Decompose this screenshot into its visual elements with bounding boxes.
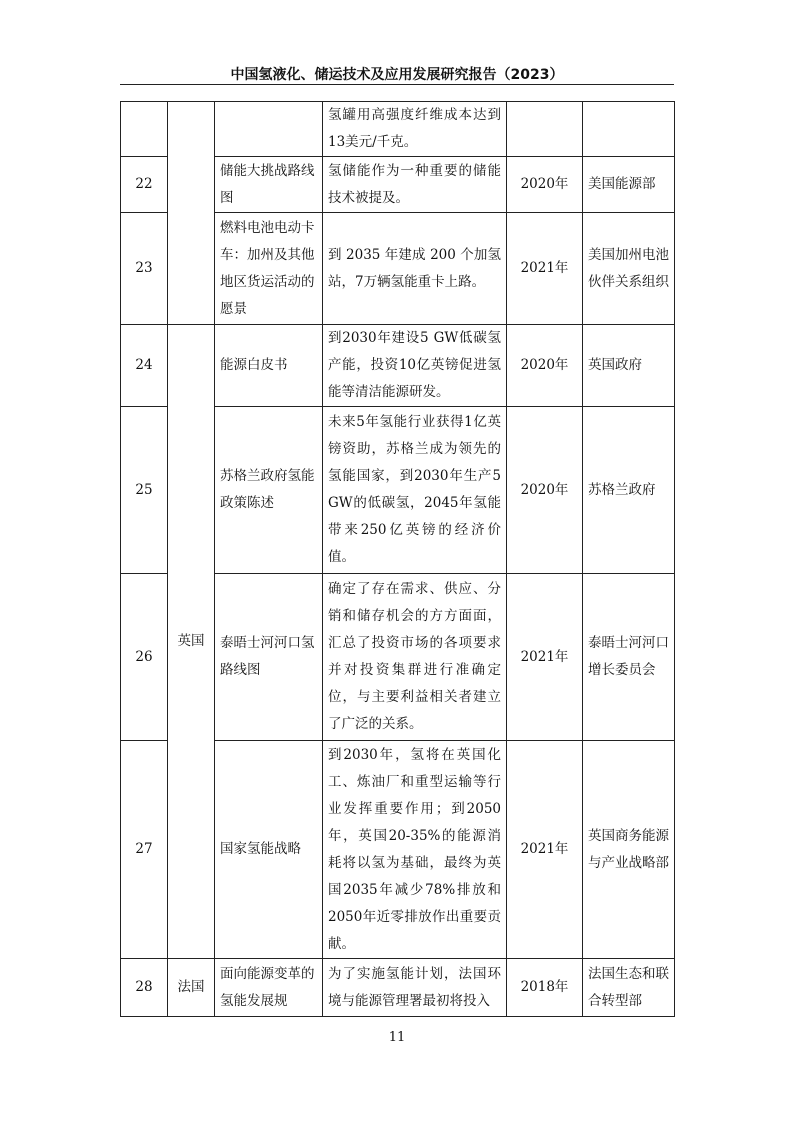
cell-name: 国家氢能战略	[215, 741, 323, 959]
page-header-title: 中国氢液化、储运技术及应用发展研究报告（2023）	[230, 67, 564, 83]
cell-org: 美国能源部	[583, 157, 675, 213]
cell-country: 法国	[168, 959, 215, 1017]
table-row-continuation	[121, 102, 675, 157]
cell-year: 2020年	[507, 407, 583, 574]
cell-num: 26	[121, 574, 168, 741]
cell-org: 英国政府	[583, 325, 675, 407]
cell-country-us-continued	[168, 102, 215, 325]
cell-org	[583, 102, 675, 157]
cell-desc: 到2030年，氢将在英国化工、炼油厂和重型运输等行业发挥重要作用；到2050年，英国20-35%的能源消耗将以氢为基础，最终为英国2035年减少78%排放和2050年近零排放作出重要贡献。	[323, 741, 507, 959]
cell-name: 面向能源变革的氢能发展规	[215, 959, 323, 1017]
cell-year: 2021年	[507, 574, 583, 741]
cell-country: 英国	[168, 325, 215, 959]
cell-year: 2018年	[507, 959, 583, 1017]
policy-table	[120, 101, 675, 1017]
cell-num: 23	[121, 213, 168, 325]
cell-desc: 为了实施氢能计划，法国环境与能源管理署最初将投入	[323, 959, 507, 1017]
cell-num: 22	[121, 157, 168, 213]
cell-org: 苏格兰政府	[583, 407, 675, 574]
cell-name: 燃料电池电动卡车：加州及其他地区货运活动的愿景	[215, 213, 323, 325]
cell-desc: 氢储能作为一种重要的储能技术被提及。	[323, 157, 507, 213]
table-row	[121, 959, 675, 1017]
cell-year: 2021年	[507, 213, 583, 325]
cell-org: 美国加州电池伙伴关系组织	[583, 213, 675, 325]
cell-name: 能源白皮书	[215, 325, 323, 407]
cell-desc: 未来5年氢能行业获得1亿英镑资助，苏格兰成为领先的氢能国家，到2030年生产5 GW的低碳氢，2045年氢能带来250亿英镑的经济价值。	[323, 407, 507, 574]
cell-num: 25	[121, 407, 168, 574]
cell-org: 法国生态和联合转型部	[583, 959, 675, 1017]
table-row	[121, 325, 675, 407]
cell-org: 泰晤士河河口增长委员会	[583, 574, 675, 741]
cell-name: 苏格兰政府氢能政策陈述	[215, 407, 323, 574]
page-number: 11	[388, 1030, 406, 1045]
cell-desc: 氢罐用高强度纤维成本达到13美元/千克。	[323, 102, 507, 157]
cell-num: 24	[121, 325, 168, 407]
cell-num: 27	[121, 741, 168, 959]
cell-desc: 确定了存在需求、供应、分销和储存机会的方方面面，汇总了投资市场的各项要求并对投资集群进行准确定位，与主要利益相关者建立了广泛的关系。	[323, 574, 507, 741]
cell-year	[507, 102, 583, 157]
cell-year: 2020年	[507, 157, 583, 213]
cell-num: 28	[121, 959, 168, 1017]
cell-name: 泰晤士河河口氢路线图	[215, 574, 323, 741]
cell-desc: 到 2035 年建成 200 个加氢站，7万辆氢能重卡上路。	[323, 213, 507, 325]
cell-org: 英国商务能源与产业战略部	[583, 741, 675, 959]
cell-year: 2021年	[507, 741, 583, 959]
header-rule	[120, 84, 674, 85]
cell-num	[121, 102, 168, 157]
cell-desc: 到2030年建设5 GW低碳氢产能，投资10亿英镑促进氢能等清洁能源研发。	[323, 325, 507, 407]
cell-name	[215, 102, 323, 157]
cell-name: 储能大挑战路线图	[215, 157, 323, 213]
cell-year: 2020年	[507, 325, 583, 407]
